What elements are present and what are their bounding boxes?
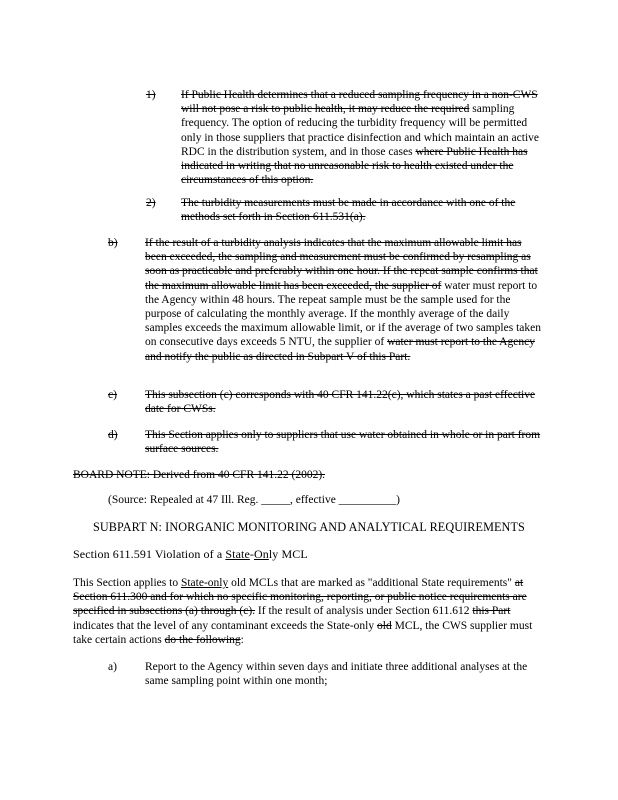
item-2-label: 2)	[146, 197, 156, 209]
item-a-text: Report to the Agency within seven days and initiate three additional analyses at the same sampling point within one month;	[145, 661, 528, 688]
item-c-label: c)	[108, 389, 117, 401]
item-2-text: The turbidity measurements must be made in accordance with one of the methods set forth in Section 611.531(a).	[181, 197, 516, 224]
item-1-label: 1)	[146, 89, 156, 101]
source-note: (Source: Repealed at 47 Ill. Reg. _____, effective __________)	[108, 494, 400, 506]
item-c-text: This subsection (c) corresponds with 40 CFR 141.22(c), which states a past effective date for CWSs.	[145, 389, 536, 416]
item-b-text: If the result of a turbidity analysis indicates that the maximum allowable limit has been exceeded, the sampling and measurement must be confirmed by resampling as soon as practicable and preferably within one hour. If the repeat sample confirms that the maximum allowable limit has been exceeded, the supplier of water must report to the Agency within 48 hours. The repeat sample must be the sample used for the purpose of calculating the monthly average. If the monthly average of the daily samples exceeds the maximum allowable limit, or if the average of two samples taken on consecutive days exceeds 5 NTU, the supplier of water must report to the Agency and notify the public as directed in Subpart V of this Part.	[145, 237, 541, 363]
board-note: BOARD NOTE: Derived from 40 CFR 141.22 (2002).	[73, 469, 326, 481]
item-1-text: If Public Health determines that a reduced sampling frequency in a non-CWS will not pose a risk to public health, it may reduce the required sampling frequency. The option of reducing the turbidity frequency will be permitted only in those suppliers that practice disinfection and which maintain an active RDC in the distribution system, and in those cases where Public Health has indicated in writing that no unreasonable risk to health existed under the circumstances of this option.	[181, 89, 539, 187]
item-d-text: This Section applies only to suppliers that use water obtained in whole or in part from surface sources.	[145, 429, 541, 456]
item-b-label: b)	[108, 237, 118, 249]
item-a-label: a)	[108, 661, 117, 673]
item-d-label: d)	[108, 429, 118, 441]
section-heading: Section 611.591 Violation of a State-Only MCL	[73, 547, 308, 561]
subpart-heading: SUBPART N: INORGANIC MONITORING AND ANALYTICAL REQUIREMENTS	[93, 520, 525, 534]
section-body-paragraph: This Section applies to State-only old MCLs that are marked as "additional State requirements" at Section 611.300 and for which no specific monitoring, reporting, or public notice requirements are specified in subsections (a) through (c). If the result of analysis under Section 611.612 this Part indicates that the level of any contaminant exceeds the State-only old MCL, the CWS supplier must take certain actions do the following:	[73, 577, 533, 646]
